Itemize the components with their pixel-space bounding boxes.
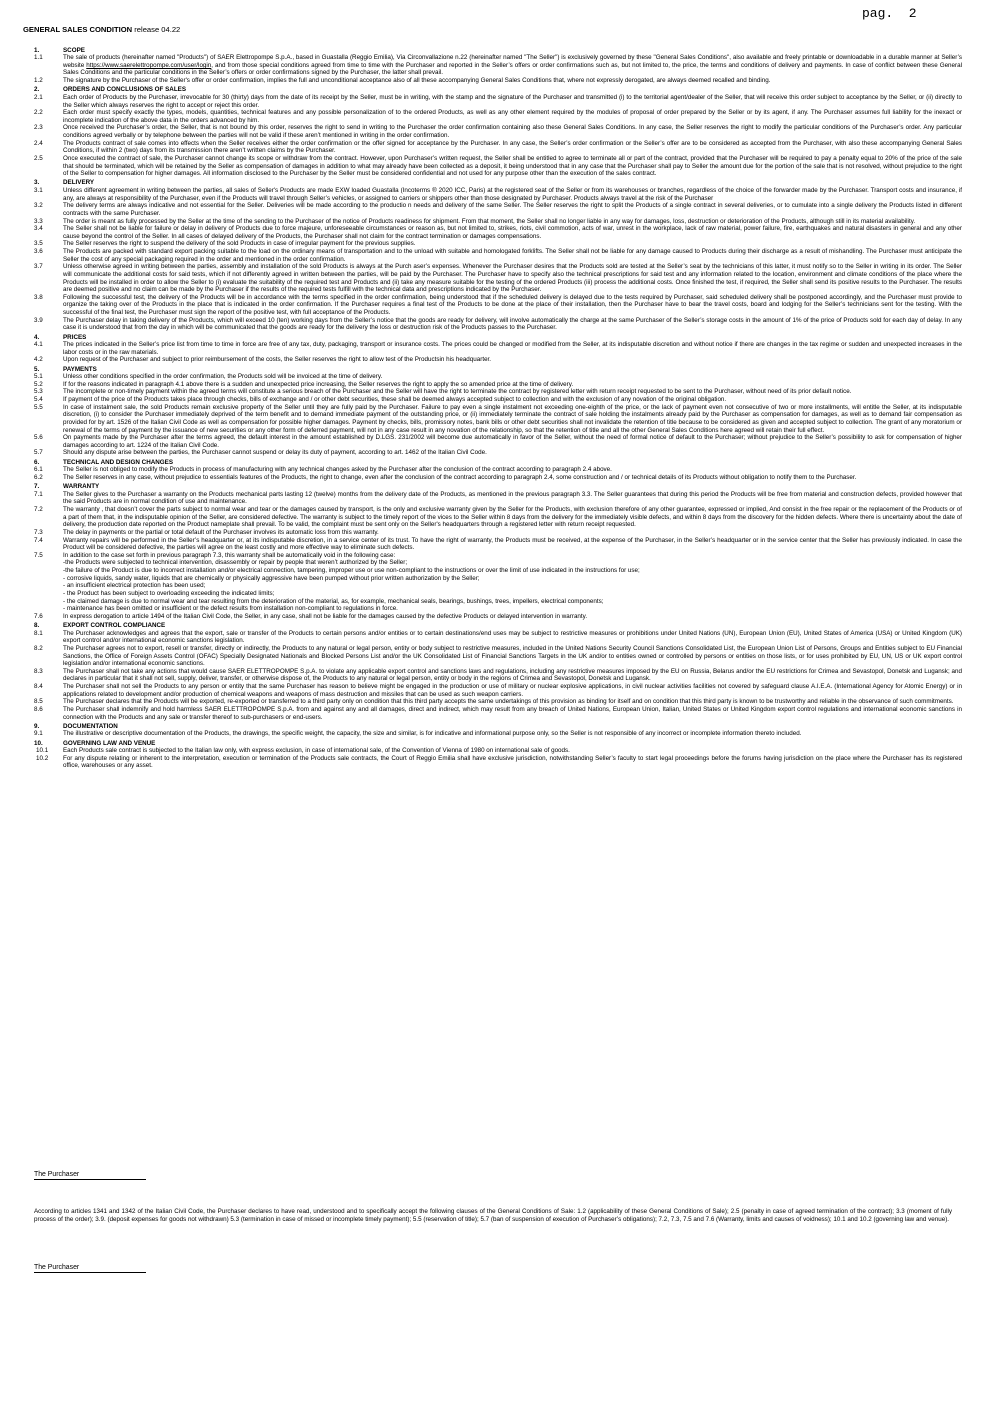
clause-body <box>63 434 962 449</box>
list-item: - corrosive liquids, sandy water, liquids that are chemically or physically aggressive have been pumped without prior written authorization by the Seller; <box>63 574 480 582</box>
clause-number: 2.5 <box>34 154 43 162</box>
section-title <box>34 483 962 491</box>
section-heading: PAYMENTS <box>63 365 97 373</box>
clause <box>34 537 962 552</box>
section-title <box>34 86 962 94</box>
clause-number: 3.4 <box>34 225 43 233</box>
clause-text: The Seller gives to the Purchaser a warranty on the Products mechanical parts lasting 12 (twelve) months from the delivery date of the Products, as mentioned in the previous paragraph 3.3. The Seller guarantees that during this period the Products will be free from material and construction defects, provided however that the said Products are in normal condition of use and maintenance. <box>63 490 962 506</box>
clause <box>34 645 962 668</box>
clause-text: Following the successful test, the delivery of the Products will be in accordance with the terms specified in the order confirmation, being understood that if the scheduled delivery is delayed due to the tests required by Purchaser, said scheduled delivery shall be postponed accordingly, and the Purchaser must provide to organize the taking over of the Products in the place that is indicated in the order confirmation. If the Purchaser requires a final test of the Products to be done at the place of their installation, then the Purchaser have to bear the travel costs, board and lodging for the Seller’s technicians sent for the testing. With the successful of the final test, the Purchaser must sign the report of the positive test, with full acceptance of the Products. <box>63 293 962 317</box>
clause-number: 10.1 <box>36 747 49 755</box>
section-title <box>34 723 962 731</box>
clause-body <box>63 187 962 202</box>
list-item: -the failure of the Product is due to incorrect installation and/or electrical connection, tampering, improper use or use non-compliant to the instructions or over the limit of use indicated in the instructions for use; <box>63 567 640 575</box>
section-heading: PRICES <box>63 333 87 341</box>
clause-text: The Purchaser agrees not to export, resell or transfer, directly or indirectly, the Products to any natural or legal person, entity or body subject to restrictive measures, included in the United Nations Security Council Sanctions Consolidated List, the European Union List of Persons, Groups and Entities subject to EU Financial Sanctions, the Office of Foreign Assets Control (OFAC) Specially Designated Nationals and Blocked Persons List and/or the UK Consolidated List of Financial Sanctions Targets in the UK and/or to entities owned or controlled by persons or entities on those lists, or for uses prohibited by EU, UN, US or UK export control legislation and/or international economic sanctions. <box>63 644 962 668</box>
clause-body <box>63 755 962 770</box>
clause-text: The incomplete or non-timely payment within the agreed terms will constitute a serious breach of the Purchaser and the Seller will have the right to terminate the contract by registered letter with return receipt requested to be sent to the Purchaser, without need of its prior default notice. <box>63 388 852 396</box>
clause <box>34 225 962 240</box>
clause-body <box>63 645 962 668</box>
clause <box>34 698 962 706</box>
clause-body <box>63 294 962 317</box>
section-number: 7. <box>34 483 40 491</box>
clause <box>34 317 962 332</box>
clause <box>34 248 962 263</box>
section-heading: SCOPE <box>63 46 85 54</box>
clause-number: 8.6 <box>34 705 43 713</box>
clause-number: 8.1 <box>34 629 43 637</box>
clause-text: Unless different agreement in writing between the parties, all sales of Seller's Products are made EXW loaded Guastalla (Incoterms ® 2020 ICC, Paris) at the registered seat of the Seller or from its warehouses or branches, regardless of the choice of the forwarder made by the Purchaser. Transport costs and insurance, if any, are always at responsibility of the Purchaser, even if the Products will travel through Seller’s vehicles, or assigned to carriers or shippers other than those designated by Purchaser. Products always travel at the risk of the Purchaser <box>63 187 962 202</box>
clause-text: The Seller shall not be liable for failure or delay in delivery of Products due to force majeure, unforeseeable circumstances or reason as, but not limited to, strikes, riots, civil commotion, acts of war, unrest in the workplace, lack of raw material, power failure, fire, earthquakes and natural disasters in general and any other cause beyond the control of the Seller. In all cases of delayed delivery of the Products, the Purchaser shall not claim for the contract termination or damages compensations. <box>63 225 962 240</box>
clause-text: The prices indicated in the Seller’s price list from time to time in force are free of any tax, duty, packaging, transport or insurance costs. The prices could be changed or modified from the Seller, at its indisputable discretion and without notice if there are changes in the tax regime or sudden and unexpected increases in the labor costs or in the raw materials. <box>63 341 962 356</box>
clause-body <box>63 373 962 381</box>
clause-body <box>63 202 962 217</box>
clause <box>34 155 962 178</box>
clause-text: The Purchaser declares that the Products will be exported, re-exported or transferred to a third party only on condition that this third party accepts the same undertakings of this provision as binding for itself and on condition that this third party is known to be trustworthy and reliable in the observance of such commitments. <box>63 698 954 706</box>
clause-text: The Products are packed with standard export packing suitable to the load on the ordinary means of transportation and to the unload with suitable and homologated forklifts. The Seller shall not be liable for any damage caused to Products during their discharge as a result of mishandling. The Purchaser must anticipate the Seller the cost of any special packaging required in the order and mentioned in the order confirmation. <box>63 248 962 263</box>
clause-text: Warranty repairs will be performed in the Seller’s headquarter or, at its indisputable discretion, in a service center of its trust. To have the right of warranty, the Products must be received, at the expense of the Purchaser, in the Seller’s headquarter or in the service center that the Seller has previously indicated. In case the Product will be considered defective, the parties will agree on the least costly and more effective way to eliminate such defects. <box>63 536 962 552</box>
clause-body <box>63 683 962 698</box>
document-header <box>23 25 180 34</box>
clause-text: In case of instalment sale, the sold Products remain exclusive property of the Seller until they are fully paid by the Purchaser. Failure to pay even a single instalment not exceeding one-eighth of the price, or the lack of payment even not consecutive of two or more installments, will entitle the Seller, at its indisputable discretion, (i) to consider the Purchaser immediately deprived of the term benefit and to demand immediate payment of the outstanding price, or (ii) immediately terminate the contract of sale holding the instalments already paid by the Purchaser as compensation for damages, as well as to demand fair compensation as provided for by art. 1526 of the Italian Civil Code as well as compensation for possible higher damages. Payment by checks, bills, promissory notes, bank bills or other debt securities shall not invalidate the retention of title because to be considered as given and accepted subject to collection. The grant of any moratorium or renewal of the terms of payment by the issuance of new securities or any other form of deferred payment, will not in any case result in any novation of the relationship, so that the retention of title and all the other General Sales Conditions here agreed will retain their full effect. <box>63 403 962 434</box>
document-title: GENERAL SALES CONDITION <box>23 25 133 34</box>
clause <box>34 54 962 77</box>
clause-text: The signature by the Purchaser of the Seller's offer or order confirmation, implies the full and unconditional acceptance also of all these accompanying General Sales Conditions that, where not expressly derogated, are always deemed recalled and binding. <box>63 77 771 85</box>
clause-number: 3.5 <box>34 240 43 248</box>
clause-number: 3.8 <box>34 293 43 301</box>
clause-text: The delivery terms are always indicative and not essential for the Seller. Deliveries will be made according to the productio n needs and delivery of the same Seller. The Seller reserves the right to split the Products of a single contract in several deliveries, or to cumulate into a single delivery the Products listed in different contracts with the same Purchaser. <box>63 202 962 217</box>
section <box>34 334 962 365</box>
clause-body <box>63 491 962 506</box>
clause-text: Unless otherwise agreed in writing between the parties, assembly and installation of the sold Products is always at the Purch aser’s expenses. Whenever the Purchaser desires that the Products sold are tested at the Seller’s seat by the technicians of this latter, it must notify so to the Seller in writing in its order. The Seller will communicate the additional costs for said tests, which if not differently agreed in written between the parties, will be paid by the Purchaser. The Purchaser have to specify also the technical prescriptions for said test and any information related to the location, environment and climate conditions of the place where the Products will be installed in order to allow the Seller to (i) evaluate the suitability of the required test and Products and (ii) take any measure suitable for the testing of the ordered Products (iii) process the additional costs. Once finished the test, if required, the Seller shall send its positive results to the Purchaser. The results are deemed positive and no claim can be made by the Purchaser if the results of the required tests fulfill with the technical data and prescriptions indicated by the Purchaser. <box>63 263 962 294</box>
clause-number: 5.6 <box>34 434 43 442</box>
clause-number: 3.9 <box>34 316 43 324</box>
section <box>34 483 962 620</box>
section <box>34 723 962 738</box>
clause-number: 7.3 <box>34 528 43 536</box>
section-title <box>34 459 962 467</box>
clause-number: 8.5 <box>34 698 43 706</box>
clause <box>34 396 962 404</box>
section-heading: EXPORT CONTROL COMPLIANCE <box>63 622 166 629</box>
section-number: 10. <box>34 739 43 747</box>
clause-body <box>63 388 962 396</box>
clause <box>34 552 962 613</box>
clause <box>34 506 962 529</box>
clause-text: The Products contract of sale comes into effects when the Seller receives either the order confirmation or the offer signed for acceptance by the Purchaser. In any case, the Seller’s order confirmation or the Seller’s offer are to be considered as accepted from the Purchaser, with also these accompanying General Sales Conditions, if within 2 (two) days from its transmission there aren’t written claims by the Purchaser. <box>63 139 962 155</box>
clause-body <box>63 404 962 435</box>
clause <box>34 240 962 248</box>
section-title <box>34 47 962 55</box>
clause-number: 5.2 <box>34 380 43 388</box>
clause <box>34 755 962 770</box>
clause <box>34 449 962 457</box>
clause-number: 2.4 <box>34 139 43 147</box>
clause-text: Once received the Purchaser’s order, the Seller, that is not bound by this order, reserves the right to send in writing to the Purchaser the order confirmation containing also these General Sales Conditions. In any case, the Seller reserves the right to modify the particular conditions of the Purchaser’s order. Any particular conditions agreed verbally or by telephone between the parties will not be valid if these aren’t mentioned in writing in the order confirmation. <box>63 124 962 140</box>
section <box>34 179 962 332</box>
clause <box>34 187 962 202</box>
clause <box>34 373 962 381</box>
section-heading: GOVERNING LAW AND VENUE <box>63 739 156 747</box>
clause-text: The Purchaser delay in taking delivery of the Products, which will exceed 10 (ten) working days from the Seller’s notice that the goods are ready for delivery, will involve automatically the charge at the same Purchaser of the Seller’s storage costs in the amount of 1% of the price of Products sold for each day of delay. In any case it is understood that from the day in which will be communicated that the goods are ready for the delivery the loss or destruction risk of the Products passes to the Purchaser. <box>63 316 962 332</box>
clause-number: 2.2 <box>34 109 43 117</box>
section-number: 3. <box>34 179 40 187</box>
clause <box>34 491 962 506</box>
clause <box>34 404 962 435</box>
clause-text: The delay in payments or the partial or total default of the Purchaser involves its automatic loss from this warranty. <box>63 528 379 536</box>
section-title <box>34 334 962 342</box>
section-title <box>34 740 962 748</box>
clause-text: In addition to the case set forth in previous paragraph 7.3, this warranty shall be automatically void in the following case: <box>63 551 396 559</box>
clause-body <box>63 537 962 552</box>
clause-body <box>63 730 962 738</box>
section-number: 1. <box>34 46 40 54</box>
clause-number: 6.1 <box>34 466 43 474</box>
clause-body <box>63 449 962 457</box>
list-item: - maintenance has been omitted or insufficient or the defect results from installation non-compliant to regulations in force. <box>63 605 398 613</box>
clause-body <box>63 240 962 248</box>
clause-body <box>63 77 962 85</box>
clause-text: Unless other conditions specified in the order confirmation, the Products sold will be invoiced at the time of delivery. <box>63 373 383 381</box>
clause <box>34 613 962 621</box>
clause <box>34 263 962 294</box>
clause-body <box>63 698 962 706</box>
clause <box>34 381 962 389</box>
clause-text: The sale of products (hereinafter named "Products") of SAER Elettropompe S.p.A., based in Guastalla (Reggio Emilia), Via Circonvallazione n.22 (hereinafter named "The Seller") is exclusively governed by these "General Sales Conditions", also available and freely printable or downloadable in a durable manner at Seller’s website https://www.saerelettropompe.com/user/login, and from those special conditions agreed from time to time with the Purchaser and reported in the Seller’s offers or order confirmations such as, but not limited to, the price, the terms and conditions of delivery and payments. In case of conflict between these General Sales Conditions and the particular conditions in the Seller’s offers or order confirmations signed by the Purchaser, the latter shall prevail. <box>63 54 962 77</box>
clause-text: The Purchaser shall not sell the Products to any person or entity that the same Purchaser has reason to believe might be engaged in the production or use of military or nuclear explosive applications, in civil nuclear activities facilities not covered by safeguard clause A.I.E.A. (International Agency for Atomic Energy) or in applications related to development and/or production of chemical weapons and weapons of mass destruction and missiles that can be used as such weapon carriers. <box>63 683 962 698</box>
purchaser-signature-line-1: The Purchaser <box>34 1171 146 1180</box>
clause <box>34 706 962 721</box>
section <box>34 86 962 178</box>
section-heading: WARRANTY <box>63 483 100 491</box>
clause-text: The Purchaser shall not take any actions that would cause SAER ELETTROPOMPE S.p.A. to violate any applicable export control and sanctions laws and regulations, including any restrictive measures imposed by the EU on Russia, Belarus and/or the EU restrictions for Crimea and Sevastopol, Donetsk and Lugansk; and declares in particular that it shall not sell, supply, deliver, transfer, or otherwise dispose of, the Products to any natural or legal person, entity or body in the regions of Crimea and Sevastopol, Donetsk and Lugansk. <box>63 667 962 683</box>
clause-text: For any dispute relating or inherent to the interpretation, execution or termination of the Products sale contracts, the Court of Reggio Emilia shall have exclusive jurisdiction, notwithstanding Seller’s faculty to start legal proceedings before the forums having jurisdiction on the place where the Purchaser has its registered office, warehouses or any asset. <box>63 754 962 770</box>
clause-body <box>63 630 962 645</box>
section-number: 2. <box>34 86 40 94</box>
clause-number: 5.5 <box>34 403 43 411</box>
clause-body <box>63 341 962 356</box>
section <box>34 459 962 482</box>
clause-text: Once executed the contract of sale, the Purchaser cannot change its scope or withdraw from the contract. However, upon Purchaser’s written request, the Seller shall be entitled to agree to terminate all or part of the contract, provided that the Purchaser will be required to pay a penalty equal to 20% of the price of the sale that should be terminated, which will be retained by the Seller as compensation of damages in addition to what may already have been collected as a deposit, it being understood that in any case that the Purchaser shall pay to Seller the amount due for the portion of the sale that is not resolved, without prejudice to the right of the Seller to compensation for higher damages. All information disclosed to the Purchaser by the Seller must be considered confidential and not used for any purpose other than the execution of the sales contract. <box>63 154 962 178</box>
clause-text: In express derogation to article 1494 of the Italian Civil Code, the Seller, in any case, shall not be liable for the damages caused by the defective Products or delayed intervention in warranty. <box>63 612 588 620</box>
section <box>34 622 962 721</box>
clause-number: 3.1 <box>34 187 43 195</box>
clause <box>34 466 962 474</box>
clause-body <box>63 552 962 613</box>
clause-text: On payments made by the Purchaser after the terms agreed, the default interest in the amount established by D.LGS. 231/2002 will become due automatically in favor of the Seller, without the need of formal notice of default to the Purchaser; without prejudice to the Seller’s possibility to ask for compensation of higher damages according to art. 1224 of the Italian Civil Code. <box>63 434 962 449</box>
clause <box>34 124 962 139</box>
purchaser-signature-line-2: The Purchaser <box>34 1264 146 1273</box>
clause-body <box>63 747 962 755</box>
clause-number: 4.1 <box>34 341 43 349</box>
clause-text: The Purchaser acknowledges and agrees that the export, sale or transfer of the Products to certain persons and/or entities or to certain destinations/end uses may be subject to restrictive measures or prohibitions under United Nations (UN), European Union (EU), United States of America (USA) or United Kingdom (UK) export control and/or international economic sanctions legislation. <box>63 629 962 645</box>
clause-number: 8.2 <box>34 644 43 652</box>
clause-text: Upon request of the Purchaser and subject to prior reimbursement of the costs, the Seller reserves the right to allow test of the Productsin his headquarter. <box>63 356 492 364</box>
clause-number: 3.7 <box>34 263 43 271</box>
clause-body <box>63 613 962 621</box>
section-number: 6. <box>34 458 40 466</box>
clause-number: 7.2 <box>34 506 43 514</box>
clause-body <box>63 109 962 124</box>
clause-body <box>63 529 962 537</box>
clause-text: The order is meant as fully processed by the Seller at the time of the sending to the Purchaser of the notice of Products readiness for shipment. From that moment, the Seller shall no longer liable in any way for damages, loss, destruction or deterioration of the Products, although still in its material availability. <box>63 217 916 225</box>
clause-number: 6.2 <box>34 473 43 481</box>
clause <box>34 140 962 155</box>
clause-body <box>63 248 962 263</box>
list-item: -the Products were subjected to technical intervention, disassembly or repair by people that weren’t authorized by the Seller; <box>63 559 408 567</box>
clause-number: 3.2 <box>34 202 43 210</box>
clause-text: Each Products sale contract is subjected to the Italian law only, with express exclusion, in case of international sale, of the Convention of Vienna of 1980 on international sale of goods. <box>63 747 570 755</box>
section-heading: DELIVERY <box>63 179 95 187</box>
clause-text: The Seller is not obliged to modify the Products in process of manufacturing with any technical changes asked by the Purchaser after the conclusion of the contract according to paragraph 2.4 above. <box>63 466 612 474</box>
clause <box>34 747 962 755</box>
list-item: - an insufficient electrical protection has been used; <box>63 582 206 590</box>
clause-body <box>63 474 962 482</box>
clause-number: 5.4 <box>34 396 43 404</box>
clause <box>34 218 962 226</box>
document-release: release 04.22 <box>134 25 181 34</box>
clause <box>34 341 962 356</box>
list-item: - the Product has been subject to overloading exceeding the indicated limits; <box>63 589 275 597</box>
clause-text: If for the reasons indicated in paragraph 4.1 above there is a sudden and unexpected price increasing, the Seller reserves the right to apply the so amended price at the time of delivery. <box>63 380 574 388</box>
clause <box>34 683 962 698</box>
clause <box>34 630 962 645</box>
conditions-body <box>34 45 962 770</box>
section-number: 9. <box>34 722 40 730</box>
acknowledgement-paragraph: According to articles 1341 and 1342 of the Italian Civil Code, the Purchaser declares to have read, understood and to specifically accept the following clauses of the General Conditions of Sale: 1.2 (applicability of these General Conditions of Sale); 2.5 (penalty in case of agreed termination of the contract); 3.3 (moment of fully process of the order); 3.9. (deposit expenses for goods not withdrawn) 5.3 (termination in case of missed or incomplete timely payment); 5.5 (reservation of title); 5.7 (ban of suspension of execution of Purchaser’s obligations); 7.2, 7.3, 7.5 and 7.6 (Warranty, limits and causes of voidness); 10.1 and 10.2 (governing law and venue). <box>34 1208 952 1223</box>
clause-text: The Seller reserves the right to suspend the delivery of the sold Products in case of irregular payment for the previous supplies. <box>63 240 416 248</box>
section-title <box>34 179 962 187</box>
clause-body <box>63 155 962 178</box>
clause-body <box>63 218 962 226</box>
clause <box>34 434 962 449</box>
section-heading: TECHNICAL AND DESIGN CHANGES <box>63 458 174 466</box>
clause-text: The Seller reserves in any case, without prejudice to essentials features of the Products, the right to change, even after the conclusion of the contract according to paragraph 2.4, some construction and / or technical details of its Products without obligation to notify them to the Purchaser. <box>63 473 857 481</box>
clause-number: 9.1 <box>34 730 43 738</box>
clause <box>34 388 962 396</box>
clause-number: 5.1 <box>34 373 43 381</box>
clause <box>34 109 962 124</box>
clause <box>34 730 962 738</box>
clause-number: 3.6 <box>34 248 43 256</box>
clause <box>34 202 962 217</box>
clause <box>34 529 962 537</box>
clause-body <box>63 706 962 721</box>
clause-number: 5.3 <box>34 388 43 396</box>
clause-text: If payment of the price of the Products takes place through checks, bills of exchange and / or other debt securities, these shall be deemed always accepted subject to collection and with the exclusion of any novation of the original obligation. <box>63 396 727 404</box>
clause-number: 10.2 <box>36 754 49 762</box>
clause-body <box>63 381 962 389</box>
website-link[interactable]: https://www.saerelettropompe.com/user/login <box>86 61 212 69</box>
clause-text: The warranty , that doesn’t cover the parts subject to normal wear and tear or the damages caused by transport, is the only and exclusive warranty given by the Seller for the Products, with exclusion therefore of any other guarantee, expressed or implied, And consist in the free repair or the replacement of the Products or of a part of them that, in the indisputable opinion of the Seller, are considered defective. The warranty is subject to the timely report of the vices to the Seller within 8 days from the delivery for the immediately visible defects, and within 8 days from the discovery for the hidden defects. Where there is uncertainty about the date of delivery, the production date reported on the Product nameplate shall prevail. To be valid, the complaint must be sent only on the Seller's headquarters through a registered letter with return receipt requested. <box>63 506 962 529</box>
clause <box>34 356 962 364</box>
void-cases-list <box>63 559 962 612</box>
page-number: pag. 2 <box>862 6 917 21</box>
clause <box>34 294 962 317</box>
section-heading: ORDERS AND CONCLUSIONS OF SALES <box>63 86 186 94</box>
clause <box>34 94 962 109</box>
clause-number: 2.1 <box>34 93 43 101</box>
clause-body <box>63 124 962 139</box>
clause-number: 7.4 <box>34 536 43 544</box>
clause-body <box>63 317 962 332</box>
clause-body <box>63 140 962 155</box>
clause-body <box>63 396 962 404</box>
clause <box>34 474 962 482</box>
clause-text: Should any dispute arise between the parties, the Purchaser cannot suspend or delay its duty of payment, according to art. 1462 of the Italian Civil Code. <box>63 449 487 457</box>
clause-body <box>63 466 962 474</box>
clause-body <box>63 54 962 77</box>
clause-body <box>63 668 962 683</box>
section-number: 4. <box>34 333 40 341</box>
clause-body <box>63 506 962 529</box>
clause-number: 1.2 <box>34 77 43 85</box>
section-number: 8. <box>34 622 40 629</box>
clause <box>34 77 962 85</box>
section <box>34 366 962 458</box>
clause-text: Each order must specify exactly the types, models, quantities, technical features and any possible personalization of to the ordered Products, as well as any other element required by the modules of proposal of order prepared by the Seller or by its agent, if any. The Purchaser assumes full liability for the inexact or incomplete indication of the above data in the orders advanced by him. <box>63 109 962 124</box>
clause-number: 7.5 <box>34 551 43 559</box>
clause-body <box>63 225 962 240</box>
section-title <box>34 622 962 630</box>
clause-number: 4.2 <box>34 356 43 364</box>
clause-body <box>63 356 962 364</box>
clause-number: 5.7 <box>34 449 43 457</box>
clause-number: 1.1 <box>34 54 43 62</box>
clause-number: 7.1 <box>34 490 43 498</box>
section-number: 5. <box>34 365 40 373</box>
section-heading: DOCUMENTATION <box>63 722 118 730</box>
clause-number: 7.6 <box>34 612 43 620</box>
clause <box>34 668 962 683</box>
clause-number: 8.3 <box>34 667 43 675</box>
clause-text: Each order of Products by the Purchaser, irrevocable for 30 (thirty) days from the date of its receipt by the Seller, must be in writing, with the stamp and the signature of the Purchaser and transmitted (i) to the territorial agent/dealer of the Seller, that will receive this order subject to acceptance by the Seller, or (ii) directly to the Seller which always reserves the right to accept or reject this order. <box>63 93 962 109</box>
section-title <box>34 366 962 374</box>
list-item: - the claimed damage is due to normal wear and tear resulting from the deterioration of the material, as, for example, mechanical seals, bearings, bushings, trees, impellers, electrical components; <box>63 597 604 605</box>
clause-text: The Purchaser shall indemnify and hold harmless SAER ELETTROPOMPE S.p.A. from and against any and all damages, direct and indirect, which may result from any breach of United Nations, European Union, Italian, United States or United Kingdom export control regulations and international economic sanctions in connection with the Products and any sale or transfer thereof to sub-purchasers or end-users. <box>63 705 962 721</box>
clause-number: 3.3 <box>34 217 43 225</box>
section <box>34 47 962 85</box>
clause-body <box>63 94 962 109</box>
clause-text: The illustrative or descriptive documentation of the Products, the drawings, the specific weight, the capacity, the size and similar, is for indicative and informational purpose only, so the Seller is not responsible of any incorrect or incomplete information thereto included. <box>63 730 802 738</box>
section <box>34 740 962 771</box>
clause-number: 8.4 <box>34 683 43 690</box>
clause-body <box>63 263 962 294</box>
clause-number: 2.3 <box>34 124 43 132</box>
